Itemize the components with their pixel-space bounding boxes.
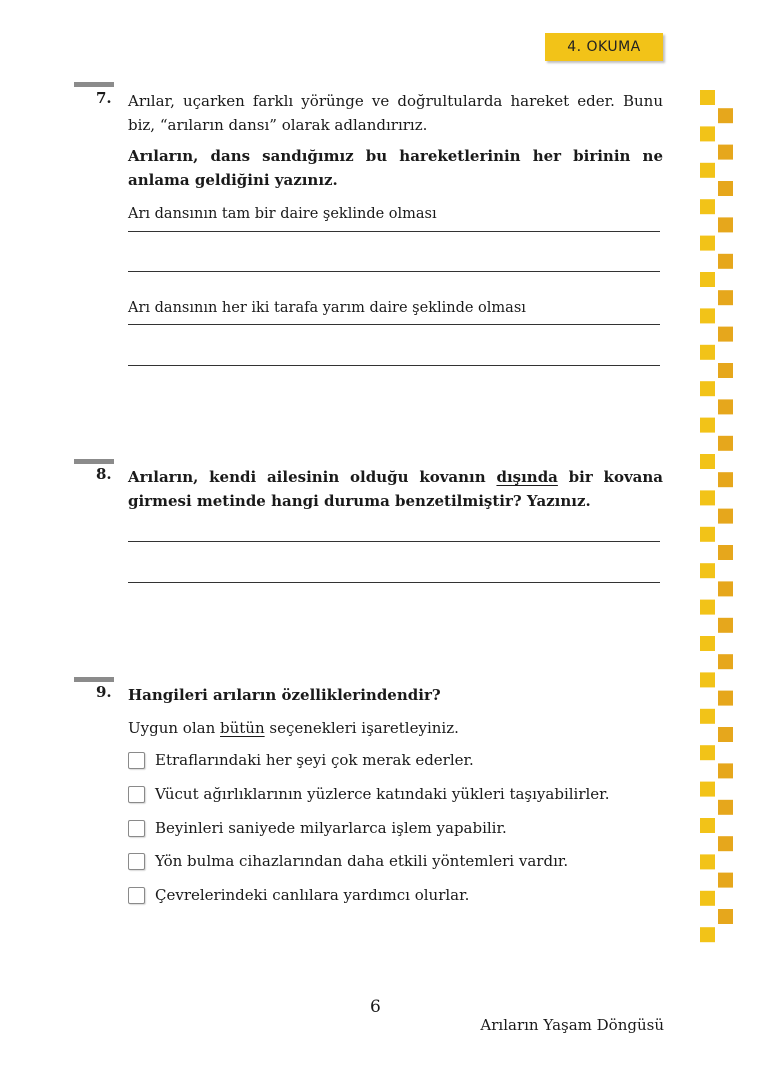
decorative-square [700,418,715,433]
option-label: Beyinleri saniyede milyarlarca işlem yapabilir. [155,819,507,837]
decorative-square [718,618,733,633]
decorative-square [718,290,733,305]
option-label: Etraflarındaki her şeyi çok merak ederler. [155,751,474,769]
checkbox[interactable] [128,820,145,837]
decorative-square [718,363,733,378]
answer-line[interactable] [128,582,660,583]
question-7-number: 7. [96,89,112,107]
checkbox[interactable] [128,752,145,769]
option-1[interactable] [128,750,474,770]
decorative-square [700,782,715,797]
decorative-square [718,509,733,524]
decorative-square [700,381,715,396]
decorative-square [700,308,715,323]
decorative-square [700,563,715,578]
decorative-square [700,236,715,251]
decorative-square [718,145,733,160]
decorative-square [718,763,733,778]
question-9-bar [74,677,114,682]
decorative-square [700,163,715,178]
decorative-square [700,454,715,469]
option-4[interactable] [128,851,568,871]
decorative-square [718,545,733,560]
answer-line[interactable] [128,541,660,542]
answer-line[interactable] [128,271,660,272]
answer-line[interactable] [128,365,660,366]
decorative-square [718,727,733,742]
decorative-square [700,818,715,833]
decorative-square [718,327,733,342]
question-7-instruction: Arıların, dans sandığımız bu hareketlerinin her birinin ne anlama geldiğini yazınız. [128,147,663,189]
decorative-square [718,181,733,196]
decorative-square [700,854,715,869]
checkbox[interactable] [128,853,145,870]
decorative-square [718,836,733,851]
decorative-square [700,345,715,360]
decorative-square [718,691,733,706]
question-9-number: 9. [96,683,112,701]
question-8-number: 8. [96,465,112,483]
decorative-square [718,654,733,669]
decorative-square [718,873,733,888]
page-number: 6 [370,997,381,1017]
question-8-text-part2: bir kovana girmesi metinde hangi duruma benzetilmiştir? Yazınız. [128,468,664,510]
question-7-bar [74,82,114,87]
decorative-square [700,272,715,287]
question-9-instruction [128,716,663,740]
question-8-text-part1: Arıların, kendi ailesinin olduğu kovanın [128,468,497,486]
decorative-square [700,745,715,760]
decorative-square [700,709,715,724]
option-label: Vücut ağırlıklarının yüzlerce katındaki yükleri taşıyabilirler. [155,785,610,803]
book-title: Arıların Yaşam Döngüsü [480,1016,664,1034]
answer-line[interactable] [128,324,660,325]
decorative-square [700,199,715,214]
question-9-instruction-part2: seçenekleri işaretleyiniz. [264,719,459,737]
decorative-square [700,672,715,687]
question-7-label-a: Arı dansının tam bir daire şeklinde olması [128,206,437,222]
decorative-square [718,254,733,269]
decorative-square [718,800,733,815]
question-9-text: Hangileri arıların özelliklerindendir? [128,686,441,704]
decorative-square [700,636,715,651]
option-label: Yön bulma cihazlarından daha etkili yöntemleri vardır. [155,852,569,870]
decorative-square [700,600,715,615]
decorative-square [718,436,733,451]
question-7-label-b: Arı dansının her iki tarafa yarım daire şeklinde olması [128,300,526,316]
decorative-square [700,126,715,141]
answer-line[interactable] [128,231,660,232]
decorative-square [718,581,733,596]
decorative-square [718,108,733,123]
decorative-square-strip [698,88,748,948]
decorative-square [718,399,733,414]
decorative-square [700,90,715,105]
question-9-underlined-word: bütün [220,719,265,737]
option-2[interactable] [128,784,609,804]
question-8-text [128,465,663,513]
option-label: Çevrelerindeki canlılara yardımcı olurlar. [155,886,470,904]
checkbox[interactable] [128,887,145,904]
question-8-underlined-word: dışında [496,468,558,486]
decorative-square [700,891,715,906]
section-tag: 4. OKUMA [545,33,663,61]
question-8-bar [74,459,114,464]
question-9-instruction-part1: Uygun olan [128,719,221,737]
decorative-square [700,490,715,505]
decorative-square [718,217,733,232]
decorative-square [718,472,733,487]
option-5[interactable] [128,885,469,905]
question-7-intro: Arılar, uçarken farklı yörünge ve doğrultularda hareket eder. Bunu biz, “arıların dansı” olarak adlandırırız. [128,92,663,134]
decorative-square [700,927,715,942]
decorative-square [718,909,733,924]
option-3[interactable] [128,818,507,838]
checkbox[interactable] [128,786,145,803]
decorative-square [700,527,715,542]
